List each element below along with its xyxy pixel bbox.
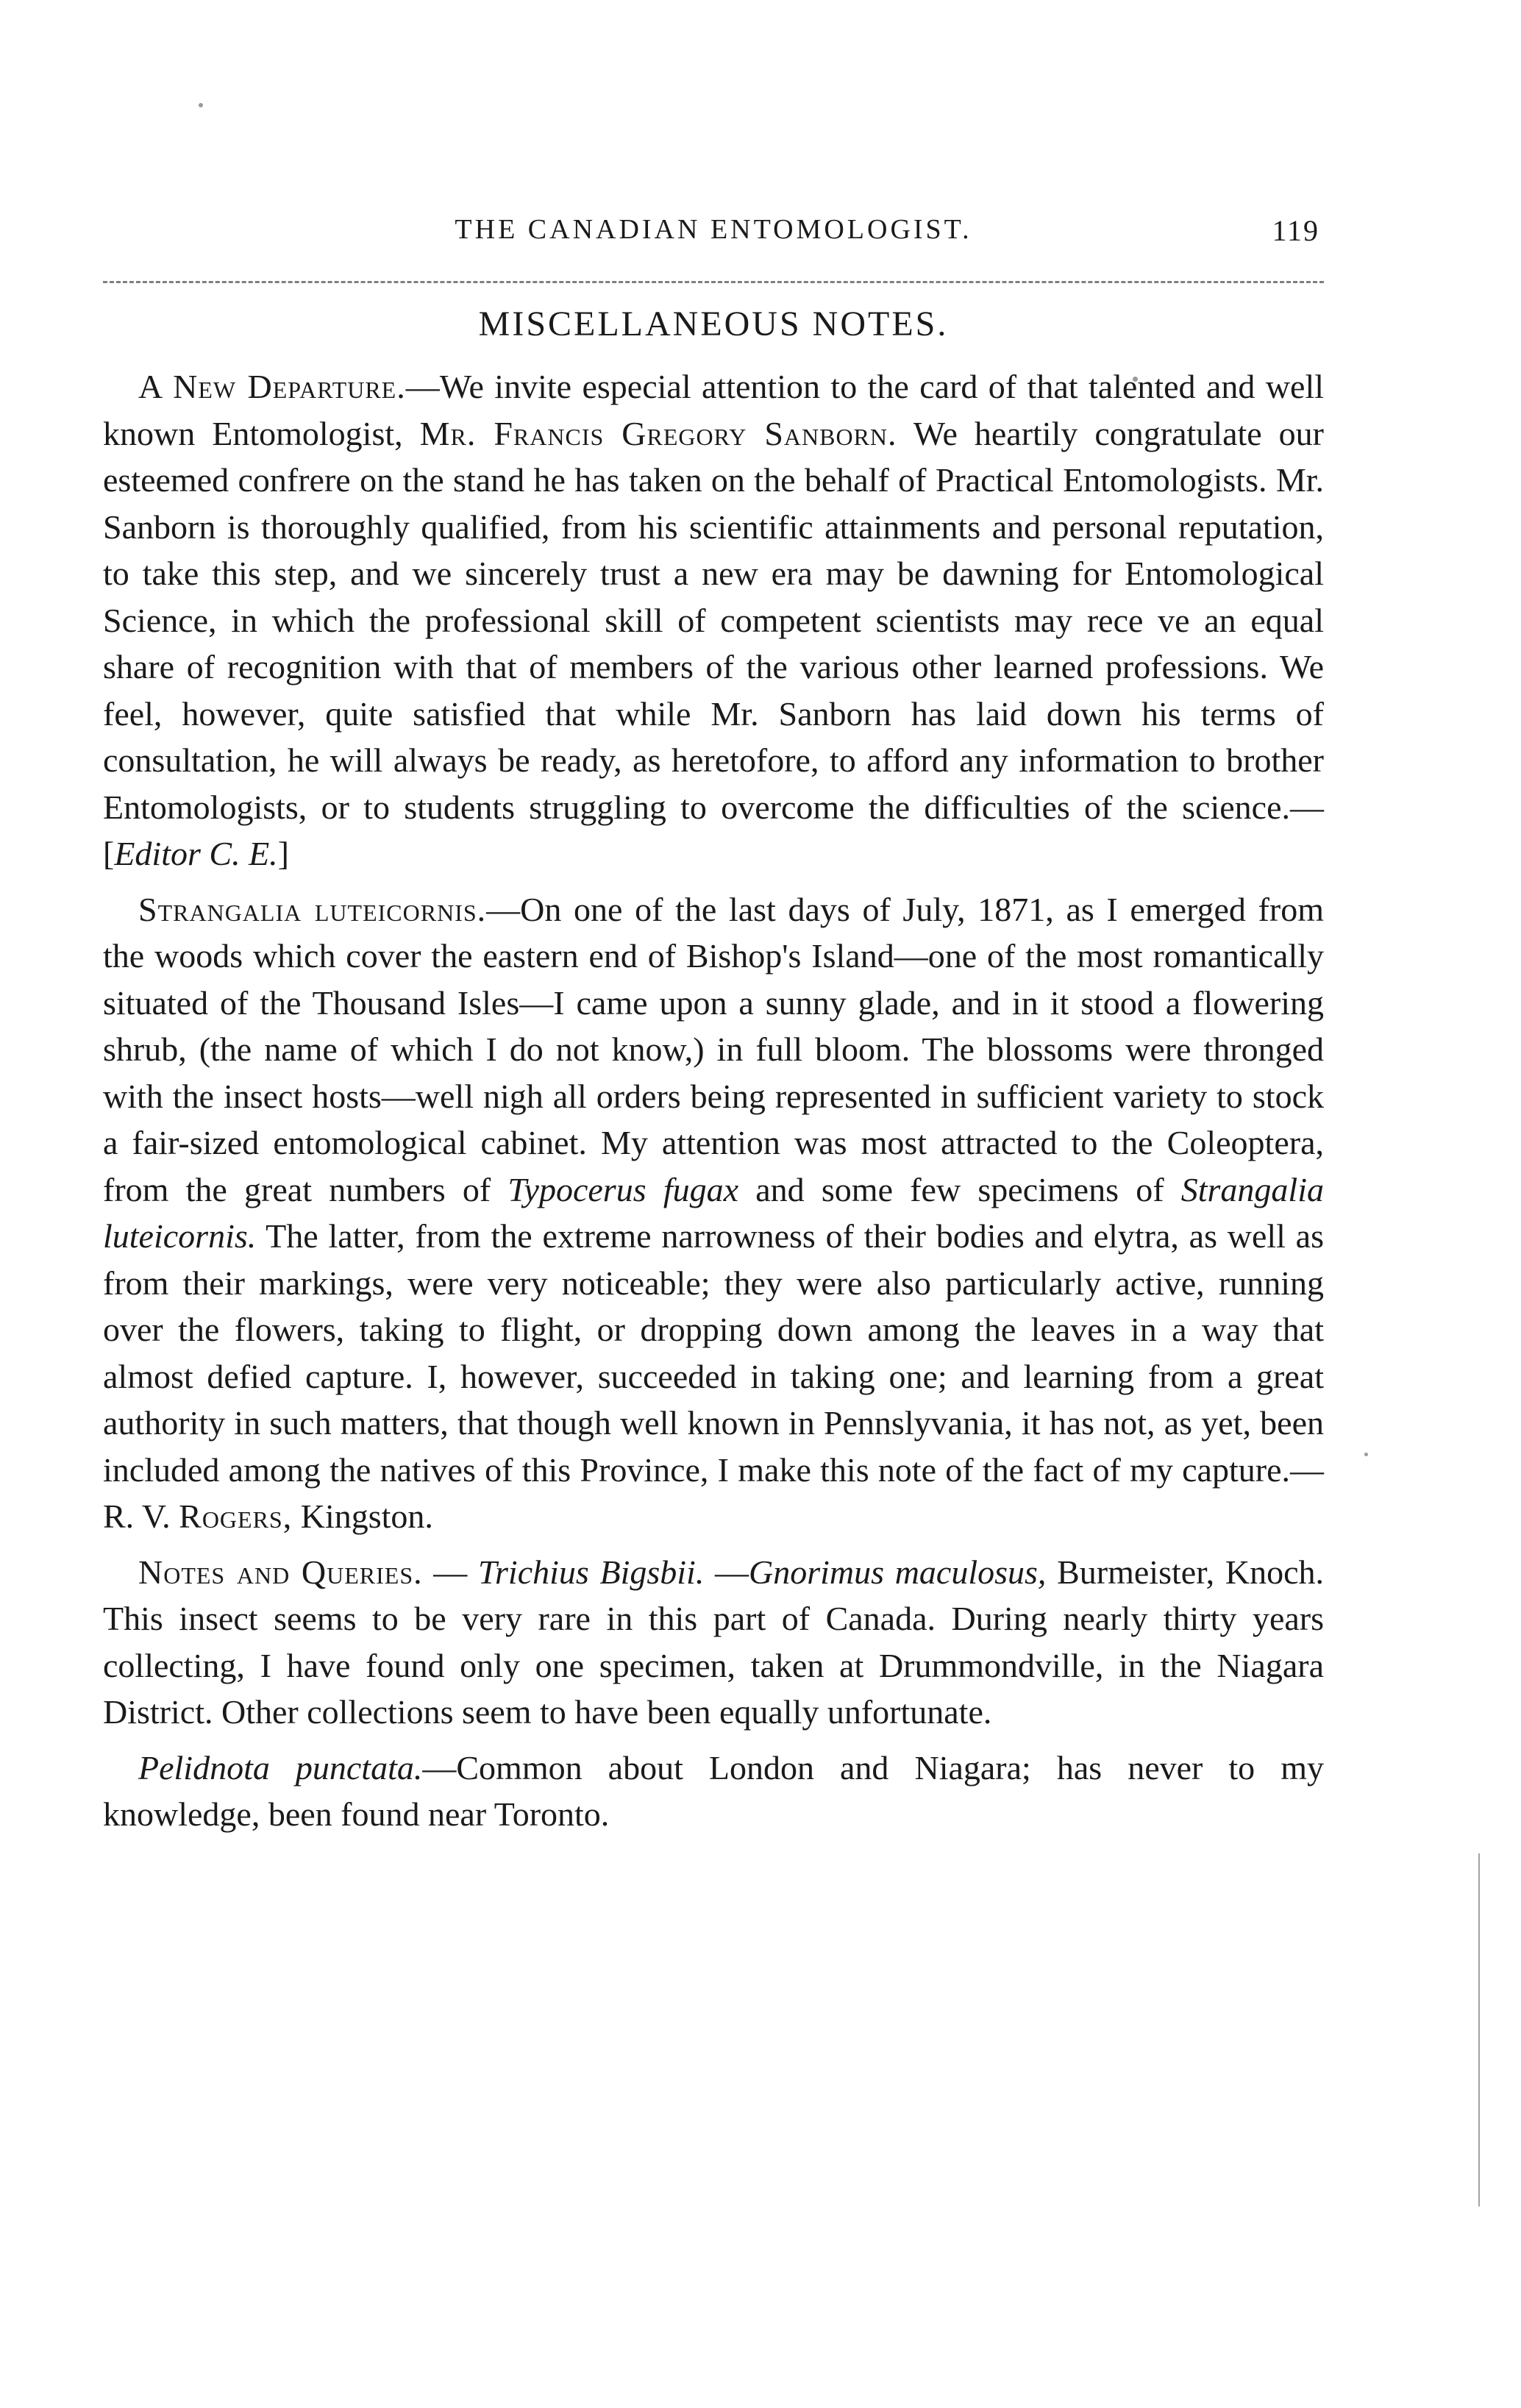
species-name: Strangalia luteicornis. xyxy=(103,1170,1324,1255)
section-title: MISCELLANEOUS NOTES. xyxy=(478,304,949,343)
running-head-title: THE CANADIAN ENTOMOLOGIST. xyxy=(455,214,972,245)
paragraph-text: We heartily congratulate our esteemed confrere on the stand he has taken on the behalf of Practical Entomologists. Mr. Sanborn is thoroughly qualified, from his scientific attainments and personal reputation, to take this step, and we sincerely trust a new era may be dawning for Entomological Science, in which the professional skill of competent scientists may rece ve an equal share of recognition with that of members of the various other learned professions. We feel, however, quite satisfied that while Mr. Sanborn has laid down his terms of consultation, he will always be ready, as heretofore, to afford any information to brother Entomologists, or to students struggling to overcome the difficulties of the science.—[ xyxy=(103,414,1324,872)
margin-mark xyxy=(1478,1853,1480,2206)
page-number: 119 xyxy=(1272,214,1319,247)
paragraph-text: ] xyxy=(277,835,289,872)
person-name: Mr. Francis Gregory Sanborn. xyxy=(419,414,897,452)
paragraph-heading: A New Departure. xyxy=(138,368,406,405)
species-name: Trichius Bigsbii. xyxy=(477,1553,705,1591)
paragraph-notes-queries xyxy=(103,1549,1324,1736)
editor-signature: Editor C. E. xyxy=(114,835,278,872)
author-name: Rogers, xyxy=(179,1497,293,1535)
paragraph-text: —On one of the last days of July, 1871, as I emerged from the woods which cover the eastern end of Bishop's Island—one of the most romantically situated of the Thousand Isles—I came upon a sunny glade, and in it stood a flowering shrub, (the name of which I do not know,) in full bloom. The blossoms were thronged with the insect hosts—well nigh all orders being represented in sufficient variety to stock a fair-sized entomological cabinet. My attention was most attracted to the Coleoptera, from the great numbers of xyxy=(103,890,1324,1208)
paragraph-text: and some few specimens of xyxy=(738,1170,1181,1208)
species-name: Typocerus fugax xyxy=(507,1170,739,1208)
scan-speck xyxy=(199,103,203,107)
paragraph-heading: Strangalia luteicornis. xyxy=(138,890,487,928)
species-name: Gnorimus maculosus, xyxy=(749,1553,1047,1591)
paragraph-strangalia xyxy=(103,886,1324,1540)
paragraph-new-departure xyxy=(103,363,1324,877)
paragraph-heading: Notes and Queries. xyxy=(138,1553,423,1591)
running-head xyxy=(103,213,1324,257)
paragraph-text: —Common about London and Niagara; has never to my knowledge, been found near Toronto. xyxy=(103,1748,1324,1833)
paragraph-text: —We invite especial attention to the card of that talented and well known Entomologist, xyxy=(103,368,1325,452)
author-place: Kingston. xyxy=(292,1497,433,1535)
header-rule xyxy=(103,281,1324,283)
paragraph-text: Burmeister, Knoch. This insect seems to be very rare in this part of Canada. During nearly thirty years collecting, I have found only one specimen, taken at Drummondville, in the Niagara District. Other collections seem to have been equally unfortunate. xyxy=(103,1553,1324,1731)
paragraph-pelidnota xyxy=(103,1745,1324,1838)
paragraph-text: The latter, from the extreme narrowness of their bodies and elytra, as well as from their markings, were very noticeable; they were also particularly active, running over the flowers, taking to flight, or dropping down among the leaves in a way that almost defied capture. I, however, succeeded in taking one; and learning from a great authority in such matters, that though well known in Pennslyvania, it has not, as yet, been included among the natives of this Province, I make this note of the fact of my capture.—R. V. xyxy=(103,1217,1324,1535)
paragraph-text: — xyxy=(704,1553,749,1591)
species-name: Pelidnota punctata. xyxy=(138,1748,423,1787)
paragraph-text: — xyxy=(422,1553,478,1591)
scan-speck xyxy=(1364,1453,1368,1456)
page xyxy=(103,213,1324,1847)
